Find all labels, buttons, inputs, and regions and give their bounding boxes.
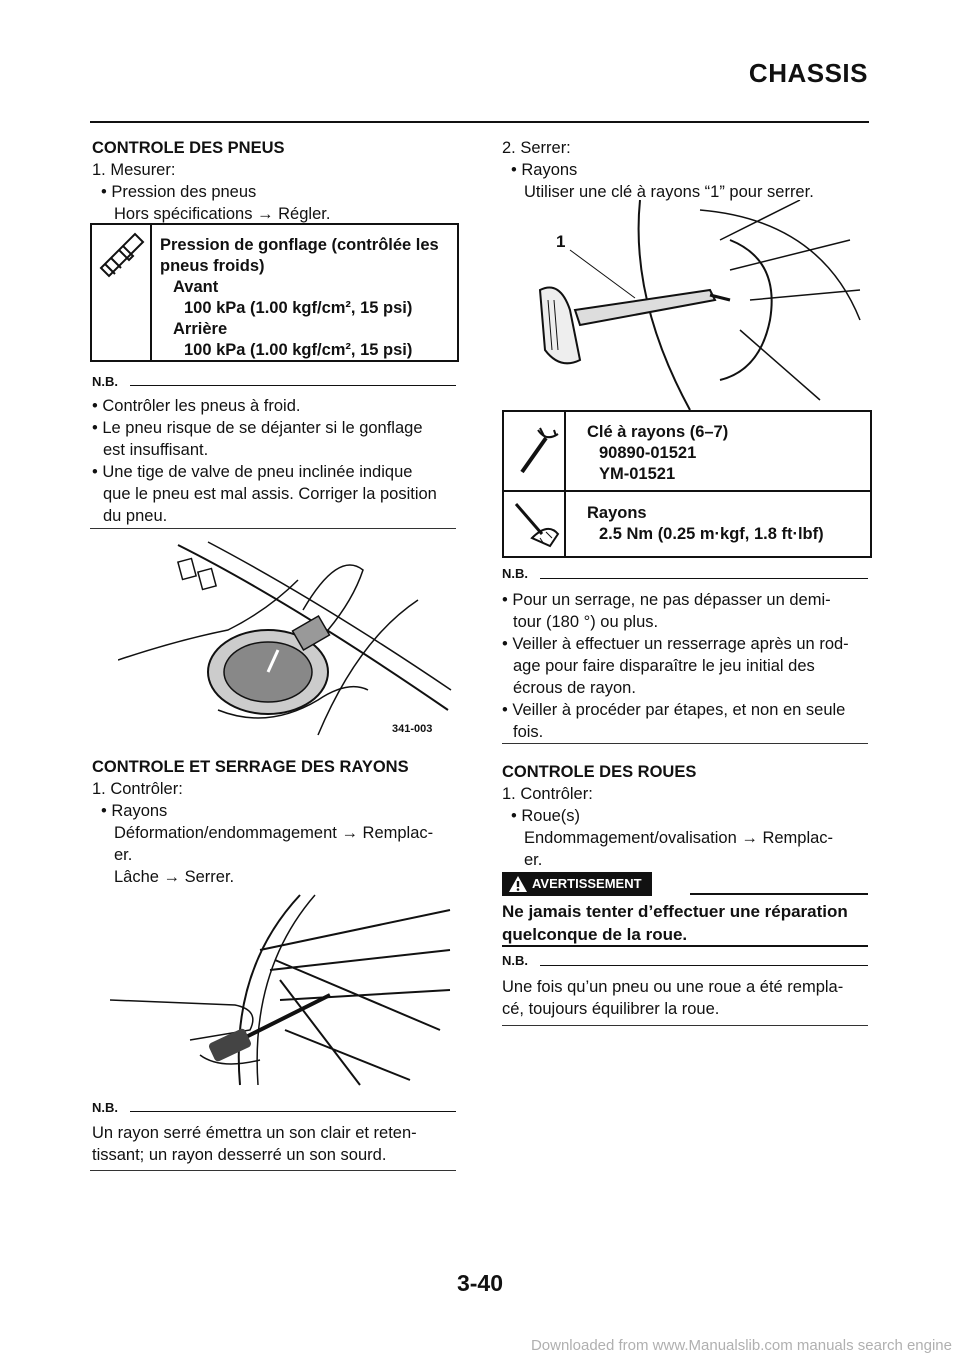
warning-line: quelconque de la roue. — [502, 925, 688, 944]
nb-line: tissant; un rayon desserré un son sourd. — [92, 1146, 387, 1164]
step-tighten: 2. Serrer: — [502, 139, 571, 157]
spec-rear-label: Arrière — [173, 320, 228, 338]
page-number: 3-40 — [456, 1270, 504, 1296]
nb-end-rule — [502, 1025, 868, 1026]
warning-line: Ne jamais tenter d’effectuer une réparation — [502, 902, 848, 921]
spec-front-value: 100 kPa (1.00 kgf/cm², 15 psi) — [184, 299, 413, 317]
spoke-check-illustration — [110, 890, 455, 1090]
nb-rule — [540, 965, 868, 966]
caliper-gauge-icon — [97, 230, 149, 282]
nb-end-rule — [90, 1170, 456, 1171]
page-title: CHASSIS — [748, 58, 868, 88]
step-check: 1. Contrôler: — [92, 780, 183, 798]
spec-line-1: Pression de gonflage (contrôlée les — [160, 236, 439, 254]
spec-rear-value: 100 kPa (1.00 kgf/cm², 15 psi) — [184, 341, 413, 359]
callout-1: 1 — [556, 232, 566, 251]
nb-line: cé, toujours équilibrer la roue. — [502, 1000, 720, 1018]
nb-label: N.B. — [92, 374, 118, 389]
detail-use-wrench: Utiliser une clé à rayons “1” pour serrer. — [524, 183, 814, 201]
tool-spec-title: Clé à rayons (6–7) — [587, 423, 729, 441]
detail-line: er. — [524, 851, 543, 869]
section-title-pneus: CONTROLE DES PNEUS — [92, 139, 285, 157]
nb-line: • Veiller à procéder par étapes, et non en seule — [502, 701, 846, 719]
nb-line: Un rayon serré émettra un son clair et reten- — [92, 1124, 417, 1142]
pressure-spec-box — [90, 223, 459, 362]
header-rule — [90, 121, 869, 123]
bullet-roues: • Roue(s) — [511, 807, 581, 825]
spoke-wrench-illustration — [520, 200, 865, 410]
bullet-rayons: • Rayons — [101, 802, 168, 820]
nb-label: N.B. — [92, 1100, 118, 1115]
detail-line: Lâche → Serrer. — [114, 868, 235, 886]
nb-line: age pour faire disparaître le jeu initial des — [513, 657, 815, 675]
nb-line: • Pour un serrage, ne pas dépasser un demi- — [502, 591, 831, 609]
tool-spec-box — [502, 410, 872, 492]
tire-gauge-illustration — [118, 540, 453, 740]
section-title-roues: CONTROLE DES ROUES — [502, 763, 697, 781]
detail-regler: Hors spécifications → Régler. — [114, 205, 331, 223]
detail-line: er. — [114, 846, 133, 864]
figure-code: 341-003 — [392, 723, 433, 735]
nb-line: est insuffisant. — [103, 441, 209, 459]
tool-spec-code2: YM-01521 — [599, 465, 676, 483]
tool-spec-code1: 90890-01521 — [599, 444, 697, 462]
nb-line: Une fois qu’un pneu ou une roue a été rempla- — [502, 978, 844, 996]
section-title-rayons: CONTROLE ET SERRAGE DES RAYONS — [92, 758, 409, 776]
warning-badge — [502, 872, 652, 896]
detail-line: Déformation/endommagement → Remplac- — [114, 824, 434, 842]
bullet-rayons: • Rayons — [511, 161, 578, 179]
bullet-pression: • Pression des pneus — [101, 183, 257, 201]
nb-rule — [130, 385, 456, 386]
nb-label: N.B. — [502, 566, 528, 581]
nb-line: que le pneu est mal assis. Corriger la position — [103, 485, 437, 503]
nb-line: du pneu. — [103, 507, 168, 525]
nb-line: • Une tige de valve de pneu inclinée indique — [92, 463, 413, 481]
step-check: 1. Contrôler: — [502, 785, 593, 803]
spec-line-2: pneus froids) — [160, 257, 265, 275]
nb-line: écrous de rayon. — [513, 679, 636, 697]
torque-spec-title: Rayons — [587, 504, 647, 522]
nb-rule — [540, 578, 868, 579]
warning-label: AVERTISSEMENT — [532, 876, 642, 891]
nb-line: • Le pneu risque de se déjanter si le gonflage — [92, 419, 423, 437]
nb-line: • Veiller à effectuer un resserrage après un rod- — [502, 635, 849, 653]
step-measure: 1. Mesurer: — [92, 161, 176, 179]
footer-watermark: Downloaded from www.Manualslib.com manuals search engine — [530, 1337, 952, 1354]
nb-end-rule — [502, 743, 868, 744]
spec-front-label: Avant — [173, 278, 219, 296]
torque-spec-box — [502, 490, 872, 558]
spoke-wrench-icon — [514, 422, 562, 480]
warning-end-rule — [502, 945, 868, 947]
torque-spec-value: 2.5 Nm (0.25 m·kgf, 1.8 ft·lbf) — [599, 525, 824, 543]
torque-wrench-icon — [512, 498, 562, 550]
nb-line: tour (180 °) ou plus. — [513, 613, 659, 631]
nb-end-rule — [90, 528, 456, 529]
detail-line: Endommagement/ovalisation → Remplac- — [524, 829, 834, 847]
warning-triangle-icon — [508, 875, 528, 893]
nb-rule — [130, 1111, 456, 1112]
warning-rule — [690, 893, 868, 895]
nb-label: N.B. — [502, 953, 528, 968]
nb-line: • Contrôler les pneus à froid. — [92, 397, 301, 415]
nb-line: fois. — [513, 723, 544, 741]
